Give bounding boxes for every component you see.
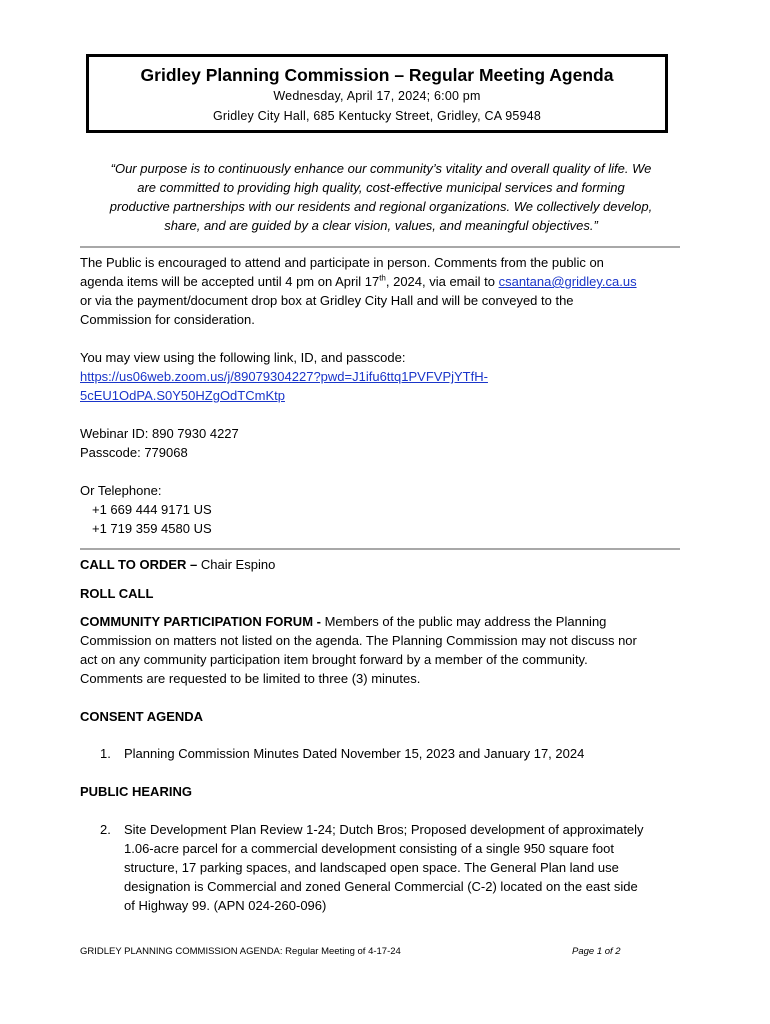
mission-line: productive partnerships with our residents and regional organizations. We collectively develop, — [109, 199, 653, 214]
notice-line: The Public is encouraged to attend and participate in person. Comments from the public on — [80, 255, 604, 270]
divider — [80, 548, 680, 550]
notice-line: agenda items will be accepted until 4 pm on April 17th, 2024, via email to csantana@gridley.ca.us — [80, 273, 637, 289]
mission-statement — [84, 159, 678, 235]
roll-call-heading: ROLL CALL — [80, 586, 154, 601]
forum-heading: COMMUNITY PARTICIPATION FORUM - — [80, 614, 321, 629]
mission-line: share, and are guided by a clear vision, values, and meaningful objectives.” — [164, 218, 598, 233]
call-to-order-heading: CALL TO ORDER – — [80, 557, 198, 572]
page-title: Gridley Planning Commission – Regular Meeting Agenda — [140, 65, 614, 85]
passcode: Passcode: 779068 — [80, 445, 188, 460]
phone-number: +1 719 359 4580 US — [92, 521, 212, 536]
notice-line: Commission for consideration. — [80, 312, 255, 327]
consent-agenda-heading: CONSENT AGENDA — [80, 709, 204, 724]
list-item: 1. Planning Commission Minutes Dated November 15, 2023 and January 17, 2024 — [100, 746, 585, 761]
header-box — [86, 54, 668, 133]
notice-line: or via the payment/document drop box at Gridley City Hall and will be conveyed to the — [80, 293, 574, 308]
call-to-order-chair: Chair Espino — [197, 557, 276, 572]
mission-line: are committed to providing high quality, cost-effective municipal services and forming — [137, 180, 625, 195]
telephone-label: Or Telephone: — [80, 483, 162, 498]
phone-number: +1 669 444 9171 US — [92, 502, 212, 517]
divider — [80, 246, 680, 248]
zoom-link[interactable]: https://us06web.zoom.us/j/89079304227?pwd=J1ifu6ttq1PVFVPjYTfH- 5cEU1OdPA.S0Y50HZgOdTCmKtp — [80, 369, 488, 403]
zoom-info — [80, 348, 680, 538]
email-link[interactable]: csantana@gridley.ca.us — [498, 274, 637, 289]
mission-line: “Our purpose is to continuously enhance our community’s vitality and overall quality of life. We — [110, 161, 652, 176]
public-notice — [80, 253, 680, 329]
footer-title: GRIDLEY PLANNING COMMISSION AGENDA: Regular Meeting of 4-17-24 — [80, 946, 401, 957]
community-forum: COMMUNITY PARTICIPATION FORUM - Members of the public may address the Planning Commission on matters not listed on the agenda. The Planning Commission may not discuss nor act on any community participation item brought forward by a member of the community. Comments are requested to be limited to three (3) minutes. — [80, 614, 637, 686]
webinar-id: Webinar ID: 890 7930 4227 — [80, 426, 239, 441]
meeting-location: Gridley City Hall, 685 Kentucky Street, Gridley, CA 95948 — [213, 109, 541, 123]
meeting-datetime: Wednesday, April 17, 2024; 6:00 pm — [273, 89, 481, 103]
page-number: Page 1 of 2 — [572, 946, 621, 957]
zoom-intro: You may view using the following link, ID, and passcode: — [80, 350, 406, 365]
list-item: 2. Site Development Plan Review 1-24; Dutch Bros; Proposed development of approximately 1.06-acre parcel for a commercial development consisting of a single 950 square foot structure, 17 parking spaces, and landscaped open space. The General Plan land use designation is Commercial and zoned General Commercial (C-2) located on the east side of Highway 99. (APN 024-260-096) — [100, 822, 644, 913]
call-to-order — [80, 555, 680, 574]
public-hearing-heading: PUBLIC HEARING — [80, 784, 192, 799]
